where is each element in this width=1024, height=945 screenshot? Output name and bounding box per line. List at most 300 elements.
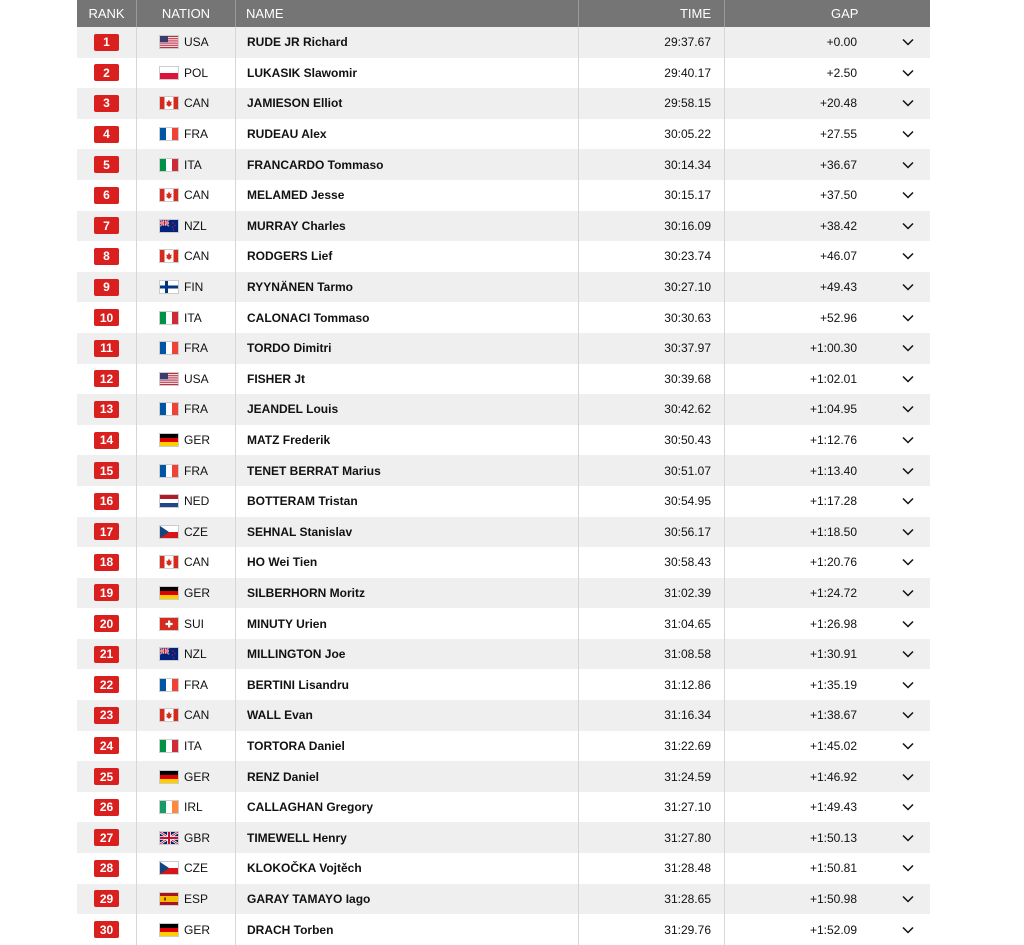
it-flag-icon bbox=[159, 311, 179, 325]
nation-cell bbox=[137, 455, 236, 486]
rank-badge: 6 bbox=[94, 187, 119, 204]
gap-cell bbox=[725, 792, 930, 823]
table-row[interactable] bbox=[77, 425, 930, 456]
time-cell: 31:28.65 bbox=[579, 884, 725, 915]
time-cell: 31:08.58 bbox=[579, 639, 725, 670]
chevron-down-icon[interactable] bbox=[901, 525, 915, 539]
ca-flag-icon bbox=[159, 188, 179, 202]
time-cell: 31:24.59 bbox=[579, 761, 725, 792]
gap-cell bbox=[725, 180, 930, 211]
column-header-gap[interactable]: GAP bbox=[831, 6, 859, 21]
chevron-down-icon[interactable] bbox=[901, 464, 915, 478]
nation-code: FRA bbox=[184, 463, 208, 478]
gap-value: +1:45.02 bbox=[809, 738, 857, 753]
fr-flag-icon bbox=[159, 402, 179, 416]
ca-flag-icon bbox=[159, 555, 179, 569]
gap-value: +1:50.81 bbox=[809, 861, 857, 876]
nation-code: CAN bbox=[184, 555, 210, 570]
nation-code: USA bbox=[184, 35, 209, 50]
nation-cell bbox=[137, 822, 236, 853]
table-row[interactable] bbox=[77, 547, 930, 578]
nz-flag-icon bbox=[159, 647, 179, 661]
gap-value: +1:24.72 bbox=[809, 585, 857, 600]
chevron-down-icon[interactable] bbox=[901, 311, 915, 325]
gap-value: +1:35.19 bbox=[809, 677, 857, 692]
chevron-down-icon[interactable] bbox=[901, 127, 915, 141]
table-row[interactable] bbox=[77, 211, 930, 242]
us-flag-icon bbox=[159, 372, 179, 386]
time-cell: 30:37.97 bbox=[579, 333, 725, 364]
athlete-name: SILBERHORN Moritz bbox=[236, 578, 579, 609]
chevron-down-icon[interactable] bbox=[901, 770, 915, 784]
table-row[interactable] bbox=[77, 914, 930, 945]
rank-badge: 16 bbox=[94, 493, 119, 510]
nation-code: GER bbox=[184, 433, 211, 448]
rank-badge: 26 bbox=[94, 799, 119, 816]
gap-cell bbox=[725, 272, 930, 303]
rank-cell bbox=[77, 822, 137, 853]
table-row[interactable] bbox=[77, 302, 930, 333]
rank-cell bbox=[77, 241, 137, 272]
ca-flag-icon bbox=[159, 249, 179, 263]
rank-badge: 12 bbox=[94, 370, 119, 387]
chevron-down-icon[interactable] bbox=[901, 678, 915, 692]
nation-code: GBR bbox=[184, 830, 211, 845]
chevron-down-icon[interactable] bbox=[901, 708, 915, 722]
table-row[interactable] bbox=[77, 884, 930, 915]
time-cell: 30:30.63 bbox=[579, 302, 725, 333]
chevron-down-icon[interactable] bbox=[901, 800, 915, 814]
gap-cell bbox=[725, 639, 930, 670]
chevron-down-icon[interactable] bbox=[901, 861, 915, 875]
nation-code: SUI bbox=[184, 616, 205, 631]
time-cell: 30:39.68 bbox=[579, 364, 725, 395]
gap-cell bbox=[725, 394, 930, 425]
athlete-name: SEHNAL Stanislav bbox=[236, 517, 579, 548]
gap-value: +1:13.40 bbox=[809, 463, 857, 478]
gap-value: +36.67 bbox=[819, 157, 857, 172]
gap-value: +1:17.28 bbox=[809, 494, 857, 509]
time-cell: 31:02.39 bbox=[579, 578, 725, 609]
chevron-down-icon[interactable] bbox=[901, 892, 915, 906]
gap-cell bbox=[725, 700, 930, 731]
nation-code: CZE bbox=[184, 524, 208, 539]
gap-cell bbox=[725, 27, 930, 58]
chevron-down-icon[interactable] bbox=[901, 158, 915, 172]
gap-value: +1:20.76 bbox=[809, 555, 857, 570]
table-row[interactable] bbox=[77, 180, 930, 211]
athlete-name: FRANCARDO Tommaso bbox=[236, 149, 579, 180]
gap-value: +0.00 bbox=[826, 35, 857, 50]
time-cell: 31:04.65 bbox=[579, 608, 725, 639]
nation-cell bbox=[137, 119, 236, 150]
rank-badge: 30 bbox=[94, 921, 119, 938]
column-header-rank[interactable]: RANK bbox=[77, 0, 137, 27]
rank-cell bbox=[77, 455, 137, 486]
table-row[interactable] bbox=[77, 394, 930, 425]
gap-cell bbox=[725, 608, 930, 639]
nation-code: ITA bbox=[184, 310, 202, 325]
nation-cell bbox=[137, 211, 236, 242]
athlete-name: HO Wei Tien bbox=[236, 547, 579, 578]
nation-cell bbox=[137, 425, 236, 456]
rank-cell bbox=[77, 914, 137, 945]
chevron-down-icon[interactable] bbox=[901, 219, 915, 233]
gap-cell bbox=[725, 517, 930, 548]
nation-code: GER bbox=[184, 922, 211, 937]
chevron-down-icon[interactable] bbox=[901, 555, 915, 569]
rank-cell bbox=[77, 517, 137, 548]
nz-flag-icon bbox=[159, 219, 179, 233]
ca-flag-icon bbox=[159, 96, 179, 110]
chevron-down-icon[interactable] bbox=[901, 494, 915, 508]
nation-cell bbox=[137, 394, 236, 425]
nation-cell bbox=[137, 578, 236, 609]
time-cell: 30:15.17 bbox=[579, 180, 725, 211]
rank-cell bbox=[77, 149, 137, 180]
athlete-name: TIMEWELL Henry bbox=[236, 822, 579, 853]
chevron-down-icon[interactable] bbox=[901, 66, 915, 80]
time-cell: 30:58.43 bbox=[579, 547, 725, 578]
time-cell: 30:27.10 bbox=[579, 272, 725, 303]
ch-flag-icon bbox=[159, 617, 179, 631]
table-row[interactable] bbox=[77, 241, 930, 272]
athlete-name: MURRAY Charles bbox=[236, 211, 579, 242]
time-cell: 31:12.86 bbox=[579, 669, 725, 700]
de-flag-icon bbox=[159, 433, 179, 447]
gap-value: +1:00.30 bbox=[809, 341, 857, 356]
table-row[interactable] bbox=[77, 731, 930, 762]
chevron-down-icon[interactable] bbox=[901, 280, 915, 294]
rank-badge: 10 bbox=[94, 309, 119, 326]
rank-cell bbox=[77, 486, 137, 517]
chevron-down-icon[interactable] bbox=[901, 96, 915, 110]
athlete-name: MINUTY Urien bbox=[236, 608, 579, 639]
fr-flag-icon bbox=[159, 464, 179, 478]
ca-flag-icon bbox=[159, 708, 179, 722]
time-cell: 30:54.95 bbox=[579, 486, 725, 517]
cz-flag-icon bbox=[159, 861, 179, 875]
nation-cell bbox=[137, 241, 236, 272]
table-row[interactable] bbox=[77, 517, 930, 548]
athlete-name: RUDEAU Alex bbox=[236, 119, 579, 150]
athlete-name: WALL Evan bbox=[236, 700, 579, 731]
chevron-down-icon[interactable] bbox=[901, 647, 915, 661]
athlete-name: GARAY TAMAYO Iago bbox=[236, 884, 579, 915]
gap-value: +1:12.76 bbox=[809, 433, 857, 448]
nation-cell bbox=[137, 669, 236, 700]
table-row[interactable] bbox=[77, 822, 930, 853]
time-cell: 30:14.34 bbox=[579, 149, 725, 180]
gap-cell bbox=[725, 119, 930, 150]
nation-cell bbox=[137, 884, 236, 915]
it-flag-icon bbox=[159, 739, 179, 753]
fi-flag-icon bbox=[159, 280, 179, 294]
table-row[interactable] bbox=[77, 853, 930, 884]
rank-cell bbox=[77, 731, 137, 762]
chevron-down-icon[interactable] bbox=[901, 831, 915, 845]
time-cell: 30:16.09 bbox=[579, 211, 725, 242]
table-row[interactable] bbox=[77, 333, 930, 364]
time-cell: 30:50.43 bbox=[579, 425, 725, 456]
table-row[interactable] bbox=[77, 119, 930, 150]
nation-code: GER bbox=[184, 769, 211, 784]
athlete-name: JEANDEL Louis bbox=[236, 394, 579, 425]
table-row[interactable] bbox=[77, 578, 930, 609]
rank-cell bbox=[77, 364, 137, 395]
rank-badge: 27 bbox=[94, 829, 119, 846]
time-cell: 29:40.17 bbox=[579, 58, 725, 89]
rank-badge: 23 bbox=[94, 707, 119, 724]
rank-badge: 28 bbox=[94, 860, 119, 877]
us-flag-icon bbox=[159, 35, 179, 49]
nation-cell bbox=[137, 333, 236, 364]
rank-badge: 15 bbox=[94, 462, 119, 479]
athlete-name: DRACH Torben bbox=[236, 914, 579, 945]
athlete-name: CALLAGHAN Gregory bbox=[236, 792, 579, 823]
table-row[interactable] bbox=[77, 58, 930, 89]
gap-value: +27.55 bbox=[819, 127, 857, 142]
table-row[interactable] bbox=[77, 455, 930, 486]
nation-code: CAN bbox=[184, 249, 210, 264]
athlete-name: BERTINI Lisandru bbox=[236, 669, 579, 700]
table-row[interactable] bbox=[77, 88, 930, 119]
nation-code: FRA bbox=[184, 341, 208, 356]
rank-cell bbox=[77, 884, 137, 915]
rank-cell bbox=[77, 608, 137, 639]
athlete-name: BOTTERAM Tristan bbox=[236, 486, 579, 517]
gap-value: +1:18.50 bbox=[809, 524, 857, 539]
gap-cell bbox=[725, 333, 930, 364]
time-cell: 29:58.15 bbox=[579, 88, 725, 119]
gap-cell bbox=[725, 211, 930, 242]
rank-cell bbox=[77, 761, 137, 792]
chevron-down-icon[interactable] bbox=[901, 586, 915, 600]
time-cell: 31:29.76 bbox=[579, 914, 725, 945]
column-header-name[interactable]: NAME bbox=[236, 0, 579, 27]
gap-cell bbox=[725, 914, 930, 945]
rank-cell bbox=[77, 425, 137, 456]
athlete-name: RENZ Daniel bbox=[236, 761, 579, 792]
rank-cell bbox=[77, 180, 137, 211]
table-body bbox=[77, 27, 930, 945]
athlete-name: KLOKOČKA Vojtěch bbox=[236, 853, 579, 884]
nation-code: CAN bbox=[184, 188, 210, 203]
nation-code: ESP bbox=[184, 891, 209, 906]
athlete-name: TORTORA Daniel bbox=[236, 731, 579, 762]
table-row[interactable] bbox=[77, 272, 930, 303]
nation-code: FIN bbox=[184, 280, 204, 295]
rank-badge: 8 bbox=[94, 248, 119, 265]
time-cell: 31:28.48 bbox=[579, 853, 725, 884]
fr-flag-icon bbox=[159, 678, 179, 692]
gap-value: +1:50.13 bbox=[809, 830, 857, 845]
rank-badge: 14 bbox=[94, 432, 119, 449]
gap-value: +1:49.43 bbox=[809, 800, 857, 815]
rank-badge: 3 bbox=[94, 95, 119, 112]
gb-flag-icon bbox=[159, 831, 179, 845]
nation-code: IRL bbox=[184, 800, 203, 815]
nation-code: CZE bbox=[184, 861, 208, 876]
rank-badge: 22 bbox=[94, 676, 119, 693]
gap-cell bbox=[725, 425, 930, 456]
athlete-name: CALONACI Tommaso bbox=[236, 302, 579, 333]
gap-cell bbox=[725, 302, 930, 333]
gap-value: +1:46.92 bbox=[809, 769, 857, 784]
table-row[interactable] bbox=[77, 364, 930, 395]
gap-value: +1:04.95 bbox=[809, 402, 857, 417]
chevron-down-icon[interactable] bbox=[901, 249, 915, 263]
column-header-time[interactable]: TIME bbox=[579, 0, 725, 27]
nation-cell bbox=[137, 58, 236, 89]
chevron-down-icon[interactable] bbox=[901, 188, 915, 202]
nation-code: POL bbox=[184, 65, 209, 80]
table-row[interactable] bbox=[77, 149, 930, 180]
athlete-name: JAMIESON Elliot bbox=[236, 88, 579, 119]
fr-flag-icon bbox=[159, 341, 179, 355]
gap-value: +1:38.67 bbox=[809, 708, 857, 723]
gap-value: +1:02.01 bbox=[809, 371, 857, 386]
gap-cell bbox=[725, 149, 930, 180]
nl-flag-icon bbox=[159, 494, 179, 508]
nation-code: NZL bbox=[184, 218, 207, 233]
time-cell: 31:16.34 bbox=[579, 700, 725, 731]
rank-badge: 21 bbox=[94, 646, 119, 663]
nation-cell bbox=[137, 700, 236, 731]
nation-code: CAN bbox=[184, 96, 210, 111]
gap-cell bbox=[725, 731, 930, 762]
time-cell: 30:42.62 bbox=[579, 394, 725, 425]
nation-code: ITA bbox=[184, 738, 202, 753]
results-table bbox=[77, 0, 930, 945]
table-row[interactable] bbox=[77, 700, 930, 731]
athlete-name: MILLINGTON Joe bbox=[236, 639, 579, 670]
nation-cell bbox=[137, 302, 236, 333]
gap-value: +46.07 bbox=[819, 249, 857, 264]
gap-cell bbox=[725, 364, 930, 395]
table-row[interactable] bbox=[77, 486, 930, 517]
nation-code: USA bbox=[184, 371, 209, 386]
gap-value: +2.50 bbox=[826, 65, 857, 80]
rank-badge: 13 bbox=[94, 401, 119, 418]
nation-code: FRA bbox=[184, 127, 208, 142]
nation-cell bbox=[137, 486, 236, 517]
nation-cell bbox=[137, 517, 236, 548]
rank-badge: 29 bbox=[94, 890, 119, 907]
athlete-name: LUKASIK Slawomir bbox=[236, 58, 579, 89]
gap-cell bbox=[725, 455, 930, 486]
time-cell: 30:23.74 bbox=[579, 241, 725, 272]
gap-cell bbox=[725, 58, 930, 89]
nation-cell bbox=[137, 608, 236, 639]
gap-cell bbox=[725, 853, 930, 884]
gap-value: +37.50 bbox=[819, 188, 857, 203]
table-row[interactable] bbox=[77, 27, 930, 58]
rank-cell bbox=[77, 88, 137, 119]
rank-badge: 18 bbox=[94, 554, 119, 571]
chevron-down-icon[interactable] bbox=[901, 35, 915, 49]
gap-value: +1:30.91 bbox=[809, 647, 857, 662]
table-row[interactable] bbox=[77, 792, 930, 823]
chevron-down-icon[interactable] bbox=[901, 372, 915, 386]
rank-cell bbox=[77, 669, 137, 700]
nation-cell bbox=[137, 853, 236, 884]
time-cell: 31:27.80 bbox=[579, 822, 725, 853]
athlete-name: MELAMED Jesse bbox=[236, 180, 579, 211]
rank-cell bbox=[77, 639, 137, 670]
nation-cell bbox=[137, 639, 236, 670]
rank-badge: 2 bbox=[94, 64, 119, 81]
rank-cell bbox=[77, 394, 137, 425]
time-cell: 31:22.69 bbox=[579, 731, 725, 762]
gap-cell bbox=[725, 88, 930, 119]
chevron-down-icon[interactable] bbox=[901, 617, 915, 631]
table-row[interactable] bbox=[77, 639, 930, 670]
table-row[interactable] bbox=[77, 761, 930, 792]
gap-value: +52.96 bbox=[819, 310, 857, 325]
nation-code: NED bbox=[184, 494, 210, 509]
column-header-nation[interactable]: NATION bbox=[137, 0, 236, 27]
de-flag-icon bbox=[159, 923, 179, 937]
pl-flag-icon bbox=[159, 66, 179, 80]
it-flag-icon bbox=[159, 158, 179, 172]
rank-badge: 19 bbox=[94, 584, 119, 601]
chevron-down-icon[interactable] bbox=[901, 739, 915, 753]
nation-cell bbox=[137, 761, 236, 792]
chevron-down-icon[interactable] bbox=[901, 433, 915, 447]
table-row[interactable] bbox=[77, 608, 930, 639]
cz-flag-icon bbox=[159, 525, 179, 539]
rank-badge: 7 bbox=[94, 217, 119, 234]
gap-cell bbox=[725, 241, 930, 272]
rank-badge: 1 bbox=[94, 34, 119, 51]
table-row[interactable] bbox=[77, 669, 930, 700]
rank-cell bbox=[77, 700, 137, 731]
gap-value: +1:26.98 bbox=[809, 616, 857, 631]
rank-badge: 5 bbox=[94, 156, 119, 173]
rank-cell bbox=[77, 302, 137, 333]
gap-value: +20.48 bbox=[819, 96, 857, 111]
nation-code: NZL bbox=[184, 647, 207, 662]
rank-badge: 4 bbox=[94, 126, 119, 143]
chevron-down-icon[interactable] bbox=[901, 341, 915, 355]
time-cell: 30:51.07 bbox=[579, 455, 725, 486]
time-cell: 29:37.67 bbox=[579, 27, 725, 58]
ie-flag-icon bbox=[159, 800, 179, 814]
rank-badge: 24 bbox=[94, 737, 119, 754]
time-cell: 30:56.17 bbox=[579, 517, 725, 548]
rank-badge: 17 bbox=[94, 523, 119, 540]
nation-cell bbox=[137, 364, 236, 395]
time-cell: 30:05.22 bbox=[579, 119, 725, 150]
athlete-name: TENET BERRAT Marius bbox=[236, 455, 579, 486]
athlete-name: RYYNÄNEN Tarmo bbox=[236, 272, 579, 303]
rank-cell bbox=[77, 211, 137, 242]
gap-cell bbox=[725, 822, 930, 853]
rank-badge: 25 bbox=[94, 768, 119, 785]
athlete-name: MATZ Frederik bbox=[236, 425, 579, 456]
nation-cell bbox=[137, 792, 236, 823]
gap-cell bbox=[725, 486, 930, 517]
gap-cell bbox=[725, 578, 930, 609]
nation-cell bbox=[137, 180, 236, 211]
chevron-down-icon[interactable] bbox=[901, 402, 915, 416]
athlete-name: RODGERS Lief bbox=[236, 241, 579, 272]
gap-cell bbox=[725, 884, 930, 915]
athlete-name: TORDO Dimitri bbox=[236, 333, 579, 364]
chevron-down-icon[interactable] bbox=[901, 923, 915, 937]
nation-code: GER bbox=[184, 585, 211, 600]
